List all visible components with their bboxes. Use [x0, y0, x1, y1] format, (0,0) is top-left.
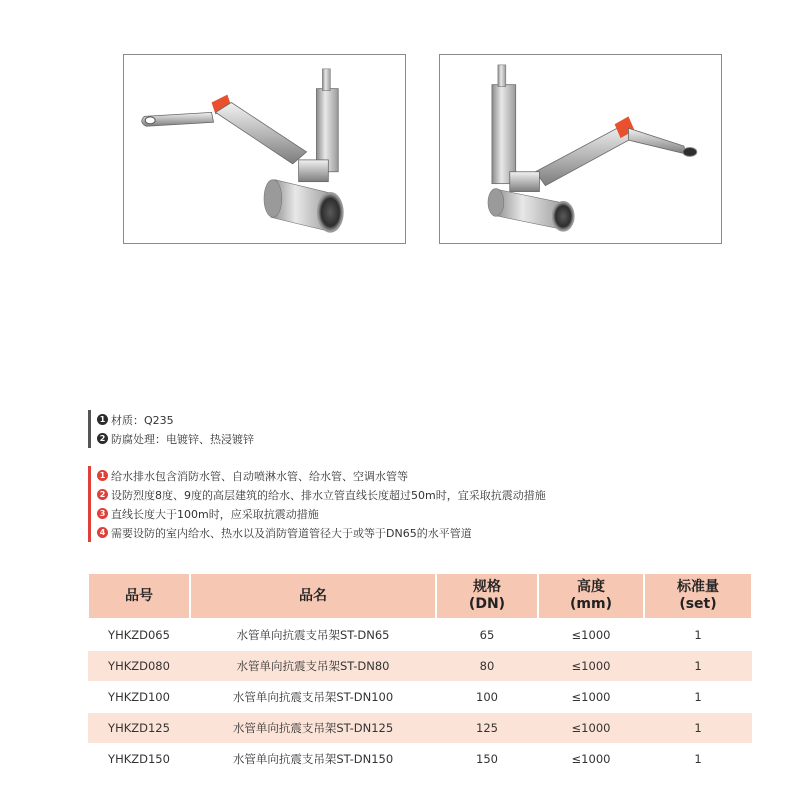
seismic-bracket-illustration-right	[440, 55, 721, 243]
note-item	[97, 523, 617, 542]
header-quantity: 标准量 (set)	[644, 573, 752, 619]
cell-quantity: 1	[644, 713, 752, 743]
cell-spec: 125	[436, 713, 538, 743]
cell-spec: 80	[436, 651, 538, 681]
number-badge: 4	[97, 527, 108, 538]
number-badge: 2	[97, 433, 108, 444]
table-row	[88, 651, 752, 681]
cell-quantity: 1	[694, 752, 702, 766]
number-badge: 1	[97, 414, 108, 425]
cell-height: ≤1000	[571, 752, 611, 766]
cell-height: ≤1000	[571, 628, 611, 642]
product-spec-table	[88, 573, 752, 774]
spec-text: 防腐处理：电镀锌、热浸镀锌	[111, 432, 254, 446]
table-row	[88, 744, 752, 774]
number-badge: 3	[97, 508, 108, 519]
cell-height: ≤1000	[571, 690, 611, 704]
material-spec-list	[88, 410, 397, 448]
cell-height: ≤1000	[538, 713, 644, 743]
note-text: 直线长度大于100m时，应采取抗震动措施	[111, 507, 319, 521]
cell-model: YHKZD065	[108, 628, 170, 642]
note-text: 给水排水包含消防水管、自动喷淋水管、给水管、空调水管等	[111, 469, 408, 483]
note-item	[97, 466, 617, 485]
cell-name: 水管单向抗震支吊架ST-DN150	[232, 752, 394, 766]
cell-name: 水管单向抗震支吊架ST-DN125	[190, 713, 436, 743]
application-notes-list	[88, 466, 617, 542]
product-photo-right	[439, 54, 722, 244]
header-spec: 规格 (DN)	[436, 573, 538, 619]
cell-height: ≤1000	[538, 651, 644, 681]
cell-model: YHKZD125	[88, 713, 190, 743]
spec-item-anticorrosion	[97, 429, 397, 448]
cell-quantity: 1	[694, 628, 702, 642]
table-header-row	[88, 573, 752, 619]
cell-spec: 65	[479, 628, 495, 642]
cell-quantity: 1	[694, 690, 702, 704]
table-row	[88, 620, 752, 650]
cell-model: YHKZD100	[108, 690, 170, 704]
cell-spec: 150	[476, 752, 498, 766]
note-text: 设防烈度8度、9度的高层建筑的给水、排水立管直线长度超过50m时，宜采取抗震动措施	[111, 488, 546, 502]
table-row	[88, 682, 752, 712]
cell-spec: 100	[476, 690, 498, 704]
number-badge: 1	[97, 470, 108, 481]
note-item	[97, 504, 617, 523]
table-row	[88, 713, 752, 743]
spec-item-material	[97, 410, 397, 429]
seismic-bracket-illustration-left	[124, 55, 405, 243]
cell-name: 水管单向抗震支吊架ST-DN100	[232, 690, 394, 704]
product-photo-left	[123, 54, 406, 244]
header-height: 高度 (mm)	[538, 573, 644, 619]
header-model: 品号	[88, 573, 190, 619]
cell-quantity: 1	[644, 651, 752, 681]
note-text: 需要设防的室内给水、热水以及消防管道管径大于或等于DN65的水平管道	[111, 526, 472, 540]
cell-name: 水管单向抗震支吊架ST-DN80	[190, 651, 436, 681]
note-item	[97, 485, 617, 504]
cell-model: YHKZD150	[108, 752, 170, 766]
number-badge: 2	[97, 489, 108, 500]
spec-text: 材质：Q235	[111, 413, 174, 427]
cell-name: 水管单向抗震支吊架ST-DN65	[236, 628, 390, 642]
cell-model: YHKZD080	[88, 651, 190, 681]
header-name: 品名	[190, 573, 436, 619]
